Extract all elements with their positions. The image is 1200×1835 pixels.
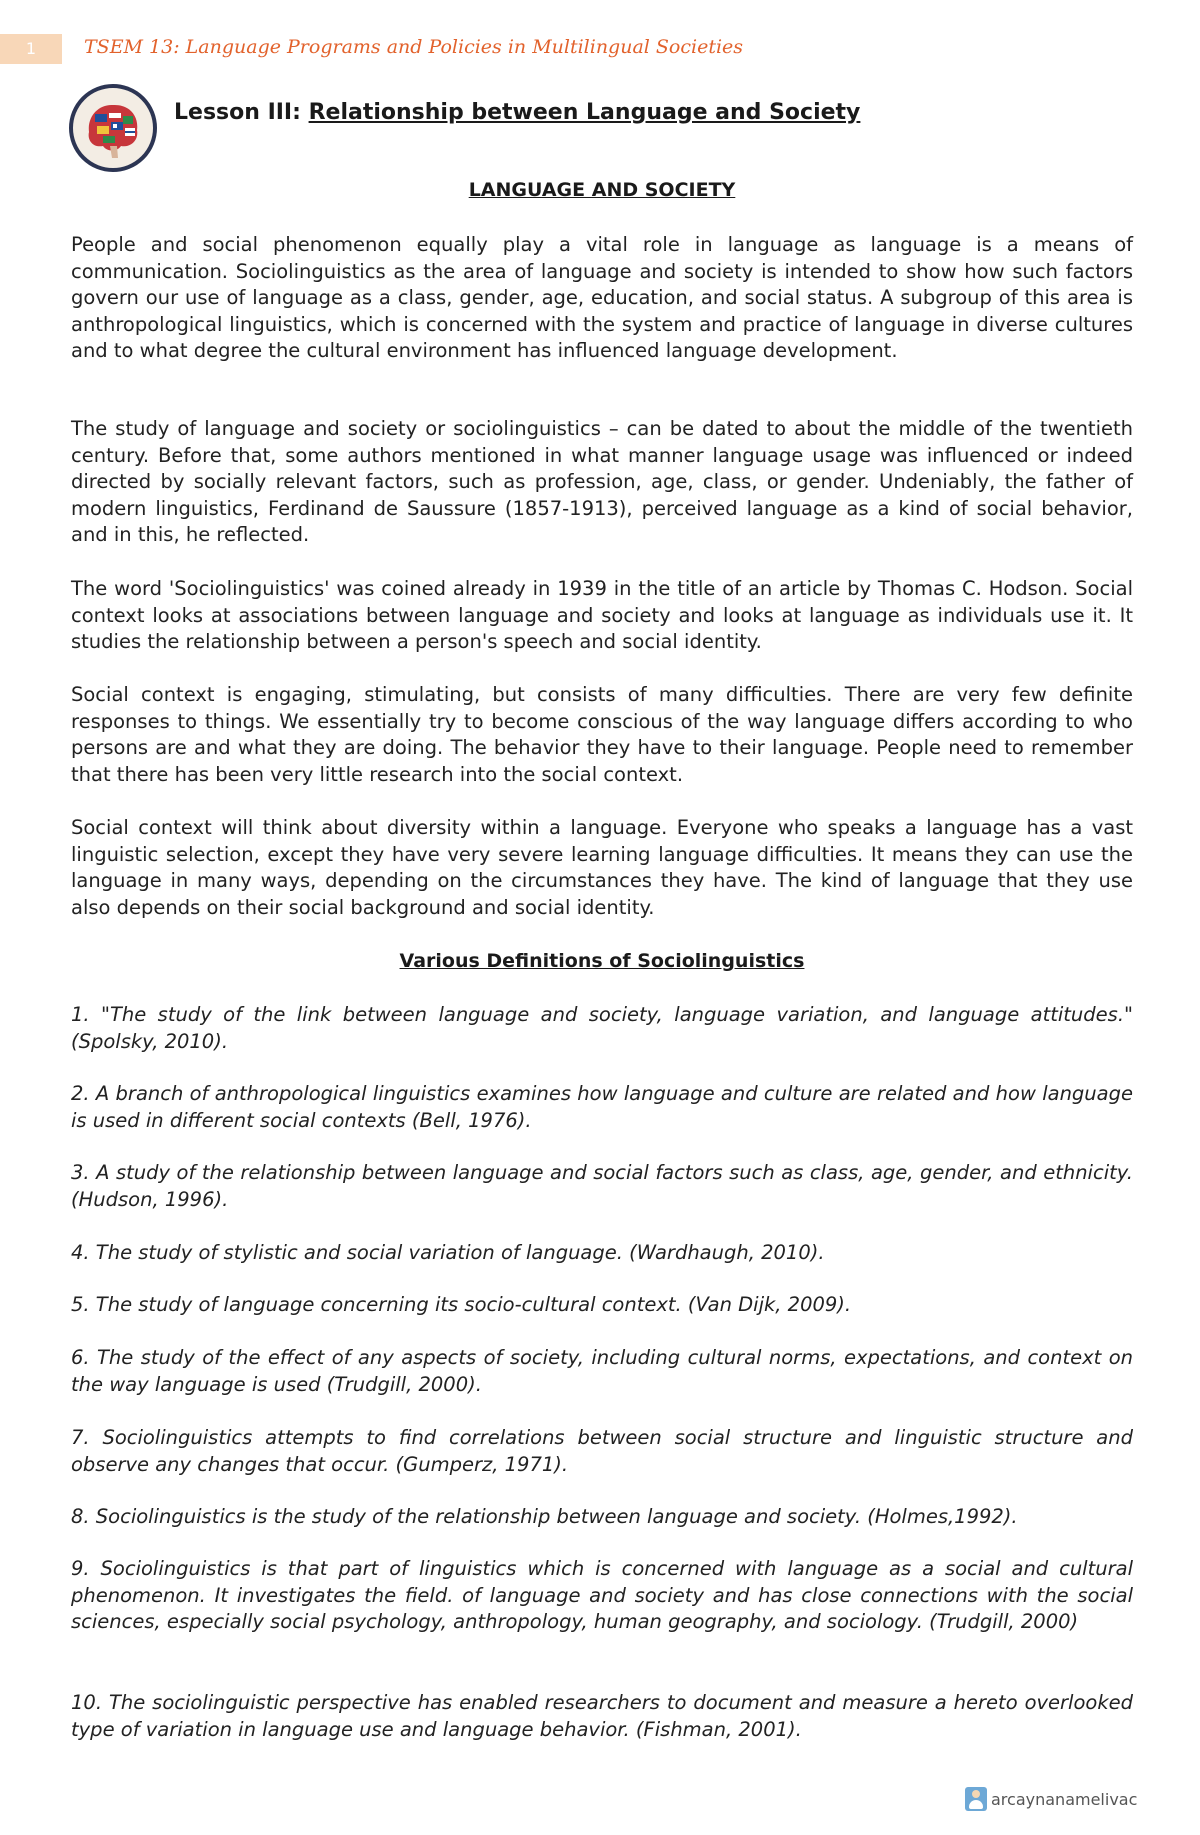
brain-flags-logo xyxy=(69,84,157,172)
page-number: 1 xyxy=(0,34,62,64)
definition-item: 7. Sociolinguistics attempts to find correlations between social structure and linguistic structure and observe any changes that occur. (Gumperz, 1971). xyxy=(71,1426,1133,1476)
definition-item: 8. Sociolinguistics is the study of the relationship between language and society. (Holmes,1992). xyxy=(71,1505,1018,1528)
paragraph-3: The word 'Sociolinguistics' was coined already in 1939 in the title of an article by Thomas C. Hodson. Social context looks at associations between language and society and looks at language as individuals use it. It studies the relationship between a person's speech and social identity. xyxy=(71,577,1133,653)
definition-item: 6. The study of the effect of any aspects of society, including cultural norms, expectations, and context on the way language is used (Trudgill, 2000). xyxy=(71,1346,1133,1396)
user-avatar-icon xyxy=(965,1787,987,1811)
paragraph-4: Social context is engaging, stimulating, but consists of many difficulties. There are very few definite responses to things. We essentially try to become conscious of the way language differs according to who persons are and what they are doing. The behavior they have to their language. People need to remember that there has been very little research into the social context. xyxy=(71,683,1133,786)
definition-item: 10. The sociolinguistic perspective has enabled researchers to document and measure a hereto overlooked type of variation in language use and language behavior. (Fishman, 2001). xyxy=(71,1691,1133,1741)
page-header xyxy=(0,34,1200,68)
lesson-heading xyxy=(174,100,860,125)
definition-item: 5. The study of language concerning its socio-cultural context. (Van Dijk, 2009). xyxy=(71,1293,852,1316)
footer-credit xyxy=(965,1786,1137,1812)
definitions-title: Various Definitions of Sociolinguistics xyxy=(399,950,805,972)
lesson-title: Relationship between Language and Society xyxy=(308,100,861,125)
section-title: LANGUAGE AND SOCIETY xyxy=(468,179,736,201)
lesson-prefix: Lesson III: xyxy=(174,100,309,125)
definition-item: 3. A study of the relationship between language and social factors such as class, age, gender, and ethnicity. (Hudson, 1996). xyxy=(71,1161,1133,1211)
definition-item: 2. A branch of anthropological linguistics examines how language and culture are related and how language is used in different social contexts (Bell, 1976). xyxy=(71,1082,1133,1132)
credit-name: arcaynanamelivac xyxy=(991,1789,1138,1809)
paragraph-2: The study of language and society or sociolinguistics – can be dated to about the middle of the twentieth century. Before that, some authors mentioned in what manner language usage was influenced or indeed directed by socially relevant factors, such as profession, age, class, or gender. Undeniably, the father of modern linguistics, Ferdinand de Saussure (1857-1913), perceived language as a kind of social behavior, and in this, he reflected. xyxy=(71,417,1133,546)
brain-flags-icon xyxy=(73,88,153,168)
paragraph-1: People and social phenomenon equally play a vital role in language as language is a means of communication. Sociolinguistics as the area of language and society is intended to show how such factors govern our use of language as a class, gender, age, education, and social status. A subgroup of this area is anthropological linguistics, which is concerned with the system and practice of language in diverse cultures and to what degree the cultural environment has influenced language development. xyxy=(71,233,1133,362)
definition-item: 1. "The study of the link between language and society, language variation, and language attitudes." (Spolsky, 2010). xyxy=(71,1003,1133,1053)
definition-item: 9. Sociolinguistics is that part of linguistics which is concerned with language as a social and cultural phenomenon. It investigates the field. of language and society and has close connections with the social sciences, especially social psychology, anthropology, human geography, and sociology. (Trudgill, 2000) xyxy=(71,1557,1133,1633)
paragraph-5: Social context will think about diversity within a language. Everyone who speaks a language has a vast linguistic selection, except they have very severe learning language difficulties. It means they can use the language in many ways, depending on the circumstances they have. The kind of language that they use also depends on their social background and social identity. xyxy=(71,816,1133,919)
definition-item: 4. The study of stylistic and social variation of language. (Wardhaugh, 2010). xyxy=(71,1241,825,1264)
running-title: TSEM 13: Language Programs and Policies in Multilingual Societies xyxy=(84,36,744,58)
